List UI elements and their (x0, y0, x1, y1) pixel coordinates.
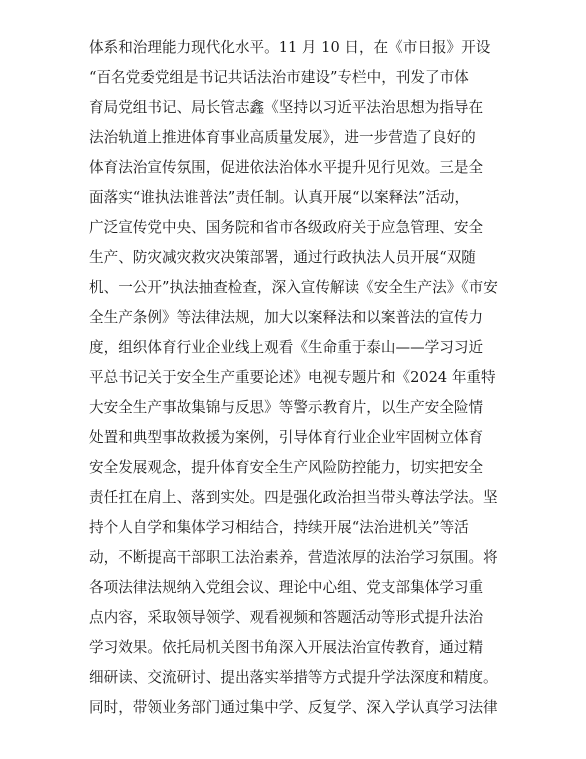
text-line: 各项法律法规纳入党组会议、理论中心组、党支部集体学习重 (89, 579, 484, 596)
text-line: 动，不断提高干部职工法治素养，营造浓厚的法治学习氛围。将 (89, 549, 498, 566)
text-line: “百名党委党组是书记共话法治市建设”专栏中，刊发了市体 (89, 69, 469, 86)
body-text (89, 33, 499, 723)
text-line: 同时，带领业务部门通过集中学、反复学、深入学认真学习法律 (89, 699, 498, 716)
text-line: 面落实“谁执法谁普法”责任制。认真开展“以案释法”活动， (89, 189, 470, 206)
text-line: 点内容，采取领导领学、观看视频和答题活动等形式提升法治 (89, 609, 484, 626)
text-line: 持个人自学和集体学习相结合，持续开展“法治进机关”等活 (89, 519, 469, 536)
text-line: 广泛宣传党中央、国务院和省市各级政府关于应急管理、安全 (89, 219, 484, 236)
text-line: 机、一公开”执法抽查检查，深入宣传解读《安全生产法》《市安 (89, 279, 498, 296)
text-line: 学习效果。依托局机关图书角深入开展法治宣传教育，通过精 (89, 639, 484, 656)
text-line: 大安全生产事故集锦与反思》等警示教育片，以生产安全险情 (89, 399, 484, 416)
text-line: 责任扛在肩上、落到实处。四是强化政治担当带头尊法学法。坚 (89, 489, 498, 506)
text-line: 度，组织体育行业企业线上观看《生命重于泰山——学习习近 (89, 339, 484, 356)
text-line: 安全发展观念，提升体育安全生产风险防控能力，切实把安全 (89, 459, 484, 476)
text-line: 体育法治宣传氛围，促进依法治体水平提升见行见效。三是全 (89, 159, 484, 176)
text-line: 法治轨道上推进体育事业高质量发展》，进一步营造了良好的 (89, 129, 476, 146)
text-line: 体系和治理能力现代化水平。11 月 10 日，在《市日报》开设 (89, 39, 491, 56)
text-line: 处置和典型事故救援为案例，引导体育行业企业牢固树立体育 (89, 429, 484, 446)
text-line: 育局党组书记、局长管志鑫《坚持以习近平法治思想为指导在 (89, 99, 484, 116)
text-line: 平总书记关于安全生产重要论述》电视专题片和《2024 年重特 (89, 369, 496, 386)
text-line: 生产、防灾减灾救灾决策部署，通过行政执法人员开展“双随 (89, 249, 476, 266)
text-line: 细研读、交流研讨、提出落实举措等方式提升学法深度和精度。 (89, 669, 498, 686)
text-line: 全生产条例》等法律法规，加大以案释法和以案普法的宣传力 (89, 309, 484, 326)
